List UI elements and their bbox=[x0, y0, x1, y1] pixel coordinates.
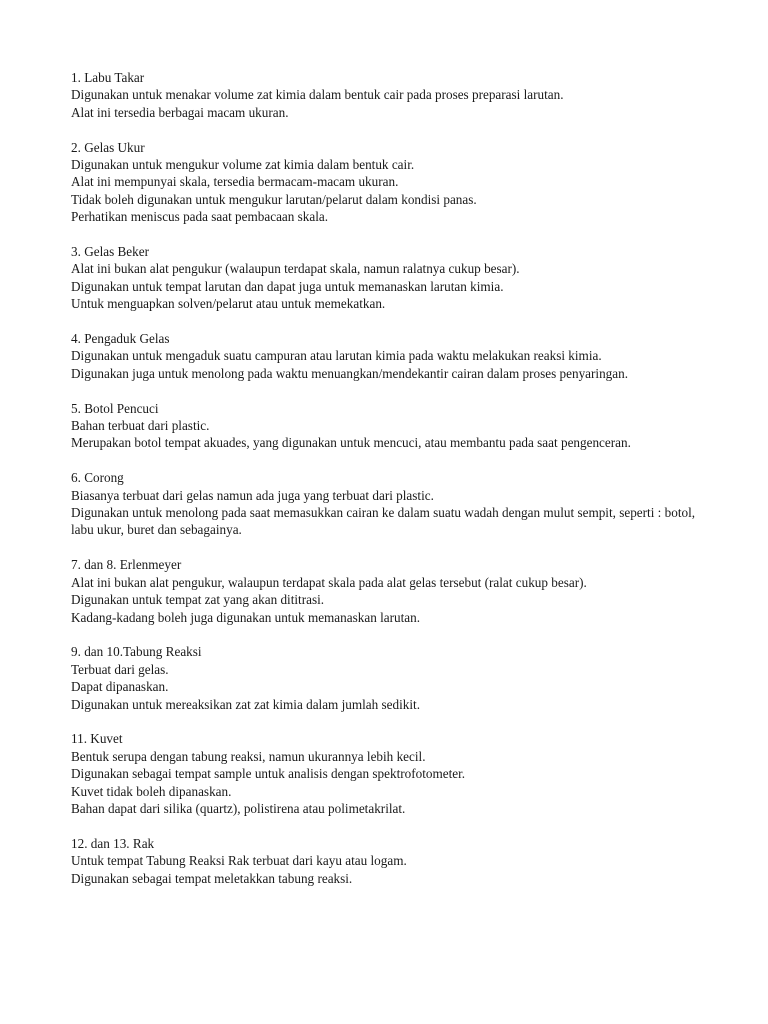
section-erlenmeyer bbox=[71, 556, 711, 626]
text-line: Biasanya terbuat dari gelas namun ada juga yang terbuat dari plastic. bbox=[71, 487, 434, 503]
section-labu-takar bbox=[71, 69, 711, 121]
text-line: Bahan dapat dari silika (quartz), polistirena atau polimetakrilat. bbox=[71, 800, 406, 816]
section-gelas-ukur bbox=[71, 139, 711, 226]
text-line: Alat ini tersedia berbagai macam ukuran. bbox=[71, 104, 289, 120]
text-line: Alat ini bukan alat pengukur (walaupun terdapat skala, namun ralatnya cukup besar). bbox=[71, 261, 520, 277]
section-botol-pencuci bbox=[71, 400, 711, 452]
section-title: 11. Kuvet bbox=[71, 731, 123, 747]
section-title: 4. Pengaduk Gelas bbox=[71, 331, 170, 347]
section-title: 1. Labu Takar bbox=[71, 70, 145, 85]
text-line: Digunakan untuk menolong pada saat memasukkan cairan ke dalam suatu wadah dengan mulut sempit, seperti : botol, labu ukur, buret dan sebagainya. bbox=[71, 505, 696, 538]
text-line: Tidak boleh digunakan untuk mengukur larutan/pelarut dalam kondisi panas. bbox=[71, 191, 477, 207]
text-line: Digunakan sebagai tempat sample untuk analisis dengan spektrofotometer. bbox=[71, 766, 466, 782]
text-line: Dapat dipanaskan. bbox=[71, 679, 169, 695]
text-line: Terbuat dari gelas. bbox=[71, 661, 169, 677]
text-line: Digunakan untuk mereaksikan zat zat kimia dalam jumlah sedikit. bbox=[71, 696, 420, 712]
section-title: 5. Botol Pencuci bbox=[71, 400, 159, 416]
text-line: Kadang-kadang boleh juga digunakan untuk memanaskan larutan. bbox=[71, 609, 420, 625]
section-kuvet bbox=[71, 730, 711, 817]
text-line: Kuvet tidak boleh dipanaskan. bbox=[71, 783, 232, 799]
section-gelas-beker bbox=[71, 243, 711, 313]
document-page bbox=[71, 69, 711, 904]
section-rak bbox=[71, 835, 711, 887]
text-line: Untuk menguapkan solven/pelarut atau untuk memekatkan. bbox=[71, 296, 386, 312]
text-line: Bentuk serupa dengan tabung reaksi, namun ukurannya lebih kecil. bbox=[71, 748, 426, 764]
text-line: Digunakan juga untuk menolong pada waktu menuangkan/mendekantir cairan dalam proses penyaringan. bbox=[71, 365, 628, 381]
text-line: Alat ini bukan alat pengukur, walaupun terdapat skala pada alat gelas tersebut (ralat cukup besar). bbox=[71, 574, 587, 590]
text-line: Alat ini mempunyai skala, tersedia bermacam-macam ukuran. bbox=[71, 174, 399, 190]
section-title: 2. Gelas Ukur bbox=[71, 139, 145, 155]
section-title: 12. dan 13. Rak bbox=[71, 835, 155, 851]
section-corong bbox=[71, 469, 711, 539]
text-line: Digunakan sebagai tempat meletakkan tabung reaksi. bbox=[71, 870, 353, 886]
text-line: Untuk tempat Tabung Reaksi Rak terbuat dari kayu atau logam. bbox=[71, 853, 407, 869]
text-line: Digunakan untuk tempat larutan dan dapat juga untuk memanaskan larutan kimia. bbox=[71, 278, 504, 294]
section-title: 6. Corong bbox=[71, 470, 124, 486]
section-title: 9. dan 10.Tabung Reaksi bbox=[71, 644, 202, 660]
text-line: Digunakan untuk tempat zat yang akan dititrasi. bbox=[71, 592, 325, 608]
text-line: Digunakan untuk mengukur volume zat kimia dalam bentuk cair. bbox=[71, 157, 415, 173]
text-line: Digunakan untuk mengaduk suatu campuran atau larutan kimia pada waktu melakukan reaksi kimia. bbox=[71, 348, 602, 364]
text-line: Bahan terbuat dari plastic. bbox=[71, 418, 210, 434]
text-line: Digunakan untuk menakar volume zat kimia dalam bentuk cair pada proses preparasi larutan. bbox=[71, 87, 564, 103]
text-line: Merupakan botol tempat akuades, yang digunakan untuk mencuci, atau membantu pada saat pengenceran. bbox=[71, 435, 631, 451]
section-pengaduk-gelas bbox=[71, 330, 711, 382]
section-tabung-reaksi bbox=[71, 643, 711, 713]
section-title: 7. dan 8. Erlenmeyer bbox=[71, 557, 182, 573]
text-line: Perhatikan meniscus pada saat pembacaan skala. bbox=[71, 209, 329, 225]
section-title: 3. Gelas Beker bbox=[71, 244, 149, 260]
